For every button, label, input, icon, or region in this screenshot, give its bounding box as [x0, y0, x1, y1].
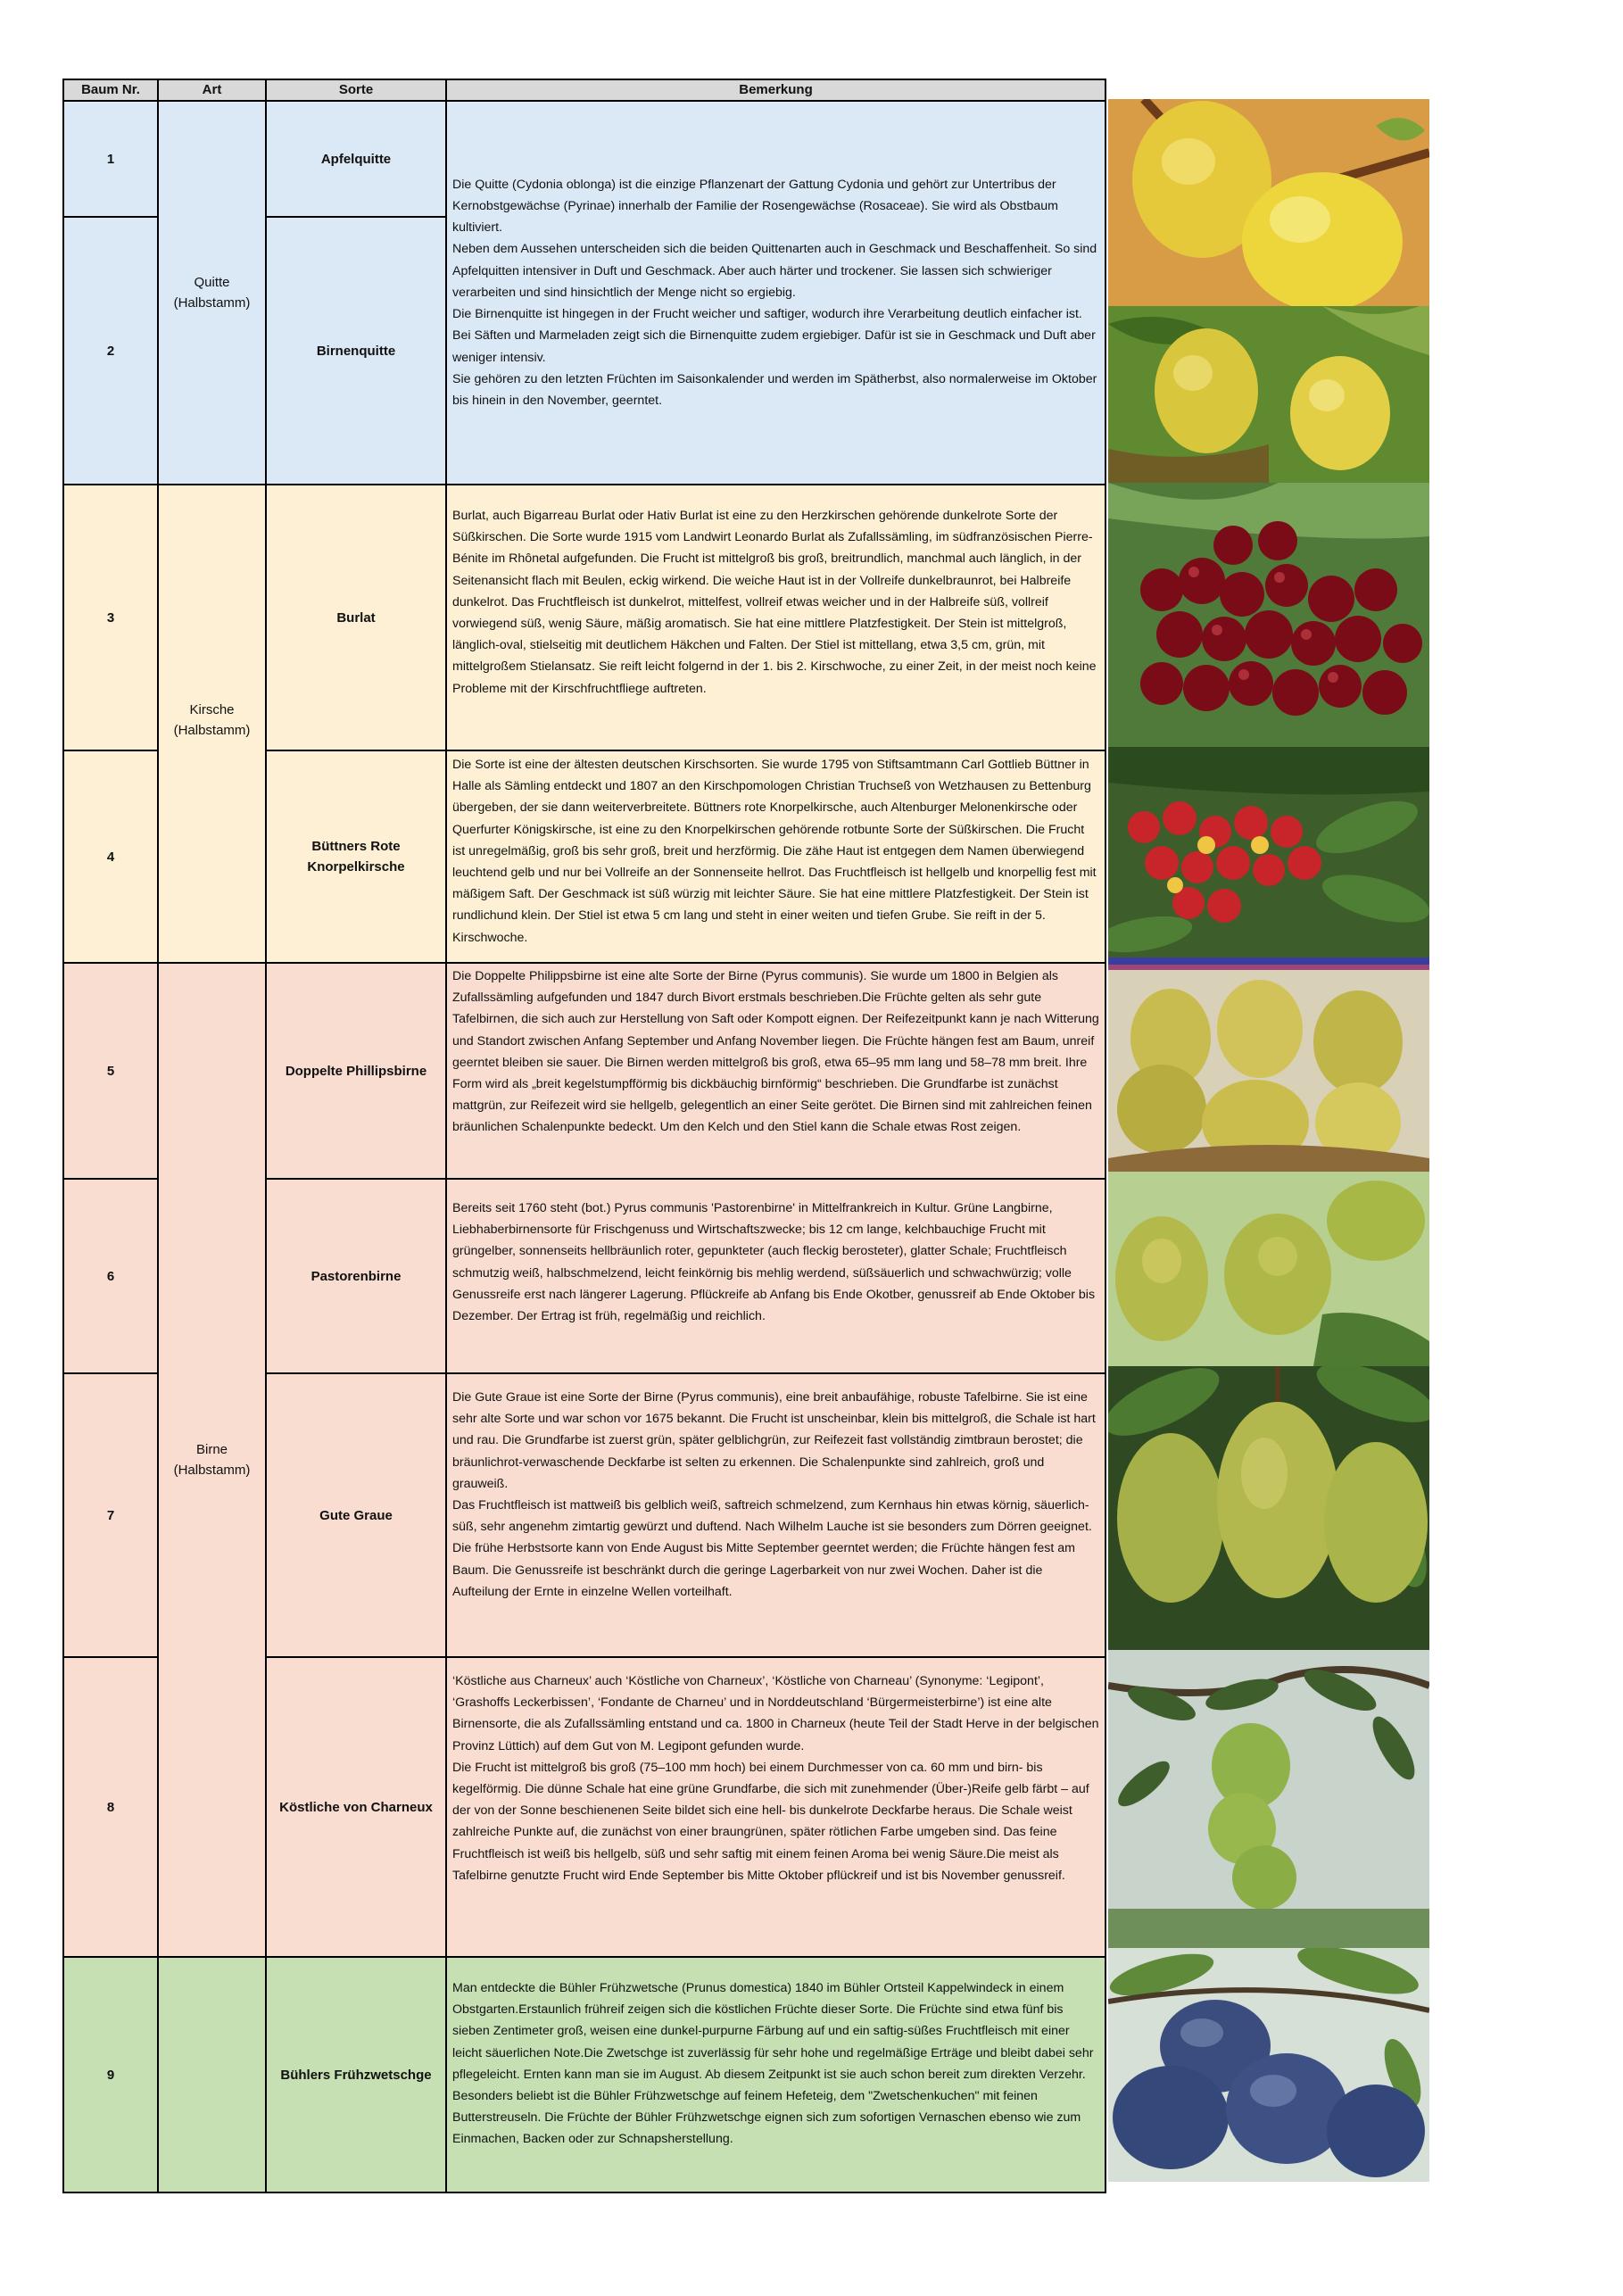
art-column	[159, 485, 267, 962]
photo-column	[1108, 99, 1429, 2182]
sorte-column	[267, 964, 447, 1956]
sorte-label: Bühlers Frühzwetschge	[280, 2067, 432, 2083]
group-quitte	[64, 102, 1105, 485]
art-column	[159, 1958, 267, 2192]
sorte-label: Doppelte Phillipsbirne	[285, 1063, 427, 1079]
bemerkung-text: Die Sorte ist eine der ältesten deutschen Kirschsorten. Sie wurde 1795 von Stiftsamtmann Carl Gottlieb Büttner in Halle als Sämling entdeckt und 1807 an den Kirschpomologen Christian Truchseß von Wetzhausen zu Bettenburg übergeben, der sie dann weiterverbreitete. Büttners rote Knorpelkirsche, auch Altenburger Melonenkirsche oder Querfurter Königskirsche, ist eine zu den Knorpelkirschen gehörende rotbunte Sorte der Süßkirschen. Die Frucht ist unregelmäßig, groß bis sehr groß, breit und herzförmig. Die zähe Haut ist entgegen dem Namen überwiegend leuchtend gelb und nur bei Vollreife an der Sonnenseite hellrot. Das Fruchtfleisch ist hellgelb und knorpellig fest mit mäßigem Saft. Der Geschmack ist süß würzig mit leichter Säure. Sie hat eine mittlere Platzfestigkeit. Der Stein ist rundlichund klein. Der Stiel ist etwa 5 cm lang und steht in einer weiten und tiefen Grube. Sie reift in der 5. Kirschwoche.	[447, 750, 1105, 962]
bemerkung-text: Bereits seit 1760 steht (bot.) Pyrus communis 'Pastorenbirne' in Mittelfrankreich in Kultur. Grüne Langbirne, Liebhaberbirnensorte für Frischgenuss und Wirtschaftszwecke; bis 12 cm lange, kelchbauchige Frucht mit grüngelber, sonnenseits hellbräunlich roter, gepunkteter (auch fleckig berosteter), glatter Schale; Fruchtfleisch schmutzig weiß, halbschmelzend, leicht feinkörnig bis mehlig werdend, süßsäuerlich und schwachwürzig; volle Genussreife erst nach längerer Lagerung. Pflückreife ab Anfang bis Ende Okotber, genussreif ab Ende Oktober bis Dezember. Der Ertrag ist früh, regelmäßig und reichlich.	[447, 1178, 1105, 1372]
sorte-label: Burlat	[336, 609, 376, 626]
bemerkung-text: Man entdeckte die Bühler Frühzwetsche (Prunus domestica) 1840 im Bühler Ortsteil Kappelwindeck in einem Obstgarten.Erstaunlich frühreif zeigen sich die köstlichen Früchte dieser Sorte. Die Früchte sind etwa fünf bis sieben Zentimeter groß, weisen eine dunkel-purpurne Färbung auf und ein saftig-süßes Fruchtfleisch mit einer leicht säuerlichen Note.Die Zwetschge ist zuverlässig für sehr hohe und regelmäßige Erträge und bleibt dabei sehr pflegeleicht. Ernten kann man sie im August. Ab diesem Zeitpunkt ist sie auch schon bereit zum direkten Verzehr. Besonders beliebt ist die Bühler Frühzwetschge auf feinem Hefeteig, dem "Zwetschenkuchen" mit feinen Butterstreuseln. Die Früchte der Bühler Frühzwetschge eignen sich zum sofortigen Vernaschen ebenso wie zum Einmachen, Backen oder zur Schnapsherstellung.	[452, 1981, 1094, 2147]
dark-cherry-photo	[1108, 483, 1429, 747]
header-bemerkung: Bemerkung	[739, 82, 813, 97]
header-art: Art	[159, 80, 267, 100]
sorte-label: Birnenquitte	[267, 216, 445, 484]
tree-number: 6	[64, 1178, 157, 1372]
tree-number: 4	[64, 750, 157, 962]
table-header	[64, 80, 1105, 102]
tree-number: 5	[106, 1063, 115, 1079]
sorte-column	[267, 1958, 447, 2192]
fruit-tree-table	[62, 79, 1106, 2193]
nr-column	[64, 964, 159, 1956]
tree-number: 2	[64, 216, 157, 484]
bemerkung-column	[447, 485, 1105, 962]
quince-photo	[1108, 99, 1429, 306]
sorte-label: Gute Graue	[267, 1372, 445, 1656]
bemerkung-paragraph: Neben dem Aussehen unterscheiden sich die beiden Quittenarten auch in Geschmack und Beschaffenheit. So sind Apfelquitten intensiver in Duft und Geschmack. Aber auch härter und trockener. Sie lassen sich schwieriger verarbeiten und sind hinsichtlich der Menge nicht so ergiebig.	[452, 242, 1097, 300]
nr-column	[64, 102, 159, 484]
bemerkung-text: ‘Köstliche aus Charneux’ auch ‘Köstliche von Charneux’, ‘Köstliche von Charneau’ (Synonyme: ‘Legipont’, ‘Grashoffs Leckerbissen’, ‘Fondante de Charneu’ und in Norddeutschland ‘Bürgermeisterbirne’) ist eine alte Birnensorte, die als Zufallssämling entstand und ca. 1800 in Charneux (heute Teil der Stadt Herve in der belgischen Provinz Lüttich) auf dem Gut von M. Legipont gefunden wurde. Die Frucht ist mittelgroß bis groß (75–100 mm hoch) bei einem Durchmesser von ca. 60 mm und birn- bis kegelförmig. Die dünne Schale hat eine grüne Grundfarbe, die sich mit zunehmender (Über-)Reife gelb färbt – auf der von der Sonne beschienenen Seite bildet sich eine hell- bis dunkelrote Deckfarbe heraus. Die Schale weist zahlreiche Punkte auf, die zunächst von einer braungrünen, später rötlichen Farbe umgeben sind. Das feine Fruchtfleisch ist weiß bis hellgelb, süß und sehr saftig mit einem feinen Aroma bei wenig Säure.Die meist als Tafelbirne genutzte Frucht wird Ende September bis Mitte Oktober pflückreif und ist bis November genussreif.	[447, 1656, 1105, 1956]
bemerkung-text	[447, 102, 1105, 484]
bemerkung-paragraph: Sie gehören zu den letzten Früchten im Saisonkalender und werden im Spätherbst, also normalerweise im Oktober bis hinein in den November, geerntet.	[452, 371, 1097, 408]
art-label	[159, 1958, 265, 2192]
sorte-label: Pastorenbirne	[267, 1178, 445, 1372]
bemerkung-text: Die Doppelte Philippsbirne ist eine alte Sorte der Birne (Pyrus communis). Sie wurde um 1800 in Belgien als Zufallssämling aufgefunden und 1847 durch Bivort erstmals beschrieben.Die Früchte gelten als sehr gute Tafelbirnen, die sich auch zur Herstellung von Saft oder Kompott eignen. Der Reifezeitpunkt kann je nach Witterung und Standort zwischen Anfang September und Anfang November liegen. Die Früchte hängen fest am Baum, unreif geerntet bleiben sie sauer. Die Birnen werden mittelgroß bis groß, etwa 65–95 mm lang und 58–78 mm breit. Ihre Form wird als „breit kegelstumpfförmig bis dickbäuchig birnförmig“ beschrieben. Die Grundfarbe ist zunächst mattgrün, zur Reifezeit wird sie hellgelb, gelegentlich an einer Seite gerötet. Die Birnen sind mit zahlreichen feinen bräunlichen Schalenpunkte bedeckt. Um den Kelch und den Stiel kann die Schale etwas Rost zeigen.	[452, 969, 1099, 1135]
sorte-label: Apfelquitte	[320, 151, 392, 167]
nr-column	[64, 485, 159, 962]
group-birne	[64, 964, 1105, 1958]
tree-number: 3	[106, 609, 115, 626]
art-label: Quitte (Halbstamm)	[173, 275, 251, 311]
bemerkung-paragraph: Die Birnenquitte ist hingegen in der Frucht weicher und saftiger, wodurch ihre Verarbeitung deutlich einfacher ist. Bei Säften und Marmeladen zeigt sich die Birnenquitte zudem ergiebiger. Dafür ist sie in Geschmack und Duft aber weniger intensiv.	[452, 307, 1096, 365]
brown-pear-photo	[1108, 1366, 1429, 1650]
sorte-column	[267, 102, 447, 484]
sorte-label: Büttners Rote Knorpelkirsche	[267, 750, 445, 962]
pear-basket-photo	[1108, 957, 1429, 1172]
pear-quince-photo	[1108, 306, 1429, 483]
art-column	[159, 102, 267, 484]
art-label: Birne (Halbstamm)	[173, 1442, 251, 1478]
header-sorte: Sorte	[267, 80, 447, 100]
header-nr: Baum Nr.	[64, 80, 159, 100]
tree-number: 1	[106, 151, 115, 167]
tree-number: 8	[64, 1656, 157, 1956]
tree-number: 9	[106, 2067, 115, 2083]
sorte-column	[267, 485, 447, 962]
tree-number: 7	[64, 1372, 157, 1656]
art-label: Kirsche (Halbstamm)	[173, 702, 251, 738]
bemerkung-column	[447, 102, 1105, 484]
bemerkung-paragraph: Die Quitte (Cydonia oblonga) ist die einzige Pflanzenart der Gattung Cydonia und gehört zur Untertribus der Kernobstgewächse (Pyrinae) innerhalb der Familie der Rosengewächse (Rosaceae). Sie wird als Obstbaum kultiviert.	[452, 177, 1058, 236]
bemerkung-text: Die Gute Graue ist eine Sorte der Birne (Pyrus communis), eine breit anbaufähige, robuste Tafelbirne. Sie ist eine sehr alte Sorte und war schon vor 1675 bekannt. Die Frucht ist unscheinbar, klein bis mittelgroß, die Schale ist hart und rau. Die Grundfarbe ist zuerst grün, später gelblichgrün, zur Reifezeit fast vollständig zimtbraun berostet; die bräunlichrot-verwaschende Deckfarbe ist selten zu erkennen. Die Schalenpunkte sind zahlreich, groß und grauweiß. Das Fruchtfleisch ist mattweiß bis gelblich weiß, saftreich schmelzend, zum Kernhaus hin etwas körnig, säuerlich-süß, sehr angenehm zimtartig gewürzt und duftend. Nach Wilhelm Lauche ist sie besonders zum Dörren geeignet. Die frühe Herbstsorte kann von Ende August bis Mitte September geerntet werden; die Früchte hängen fest am Baum. Die Genussreife ist beschränkt durch die geringe Lagerbarkeit von nur zwei Wochen. Daher ist die Aufteilung der Ernte in einzelne Wellen vorteilhaft.	[447, 1372, 1105, 1656]
art-column	[159, 964, 267, 1956]
pear-branch-photo	[1108, 1650, 1429, 1948]
group-kirsche	[64, 485, 1105, 964]
bemerkung-column	[447, 1958, 1105, 2192]
green-pear-photo	[1108, 1172, 1429, 1366]
sorte-label: Köstliche von Charneux	[267, 1656, 445, 1956]
nr-column	[64, 1958, 159, 2192]
bemerkung-column	[447, 964, 1105, 1956]
group-zwetschge	[64, 1958, 1105, 2192]
bemerkung-text: Burlat, auch Bigarreau Burlat oder Hativ Burlat ist eine zu den Herzkirschen gehörende dunkelrote Sorte der Süßkirschen. Die Sorte wurde 1915 vom Landwirt Leonardo Burlat als Zufallssämling, im südfranzösischen Pierre-Bénite im Rhônetal aufgefunden. Die Frucht ist mittelgroß bis groß, breitrundlich, manchmal auch länglich, in der Seitenansicht flach mit Beulen, eckig wirkend. Die weiche Haut ist in der Vollreife dunkelbraunrot, bei Halbreife dunkelrot. Das Fruchtfleisch ist dunkelrot, mittelfest, vollreif etwas weicher und in der Halbreife süß, vollreif vorwiegend süß, wenig Säure, mäßig aromatisch. Sie hat eine mittlere Platzfestigkeit. Der Stein ist mittelgroß, länglich-oval, stielseitig mit deutlichem Häkchen und Falten. Der Stiel ist mittellang, etwa 3,5 cm, grün, mit mittelgroßem Stielansatz. Sie reift leicht folgernd in der 1. bis 2. Kirschwoche, zu einer Zeit, in der meist noch keine Probleme mit der Kirschfruchtfliege auftreten.	[452, 509, 1097, 696]
plum-photo	[1108, 1948, 1429, 2182]
red-yellow-cherry-photo	[1108, 747, 1429, 957]
